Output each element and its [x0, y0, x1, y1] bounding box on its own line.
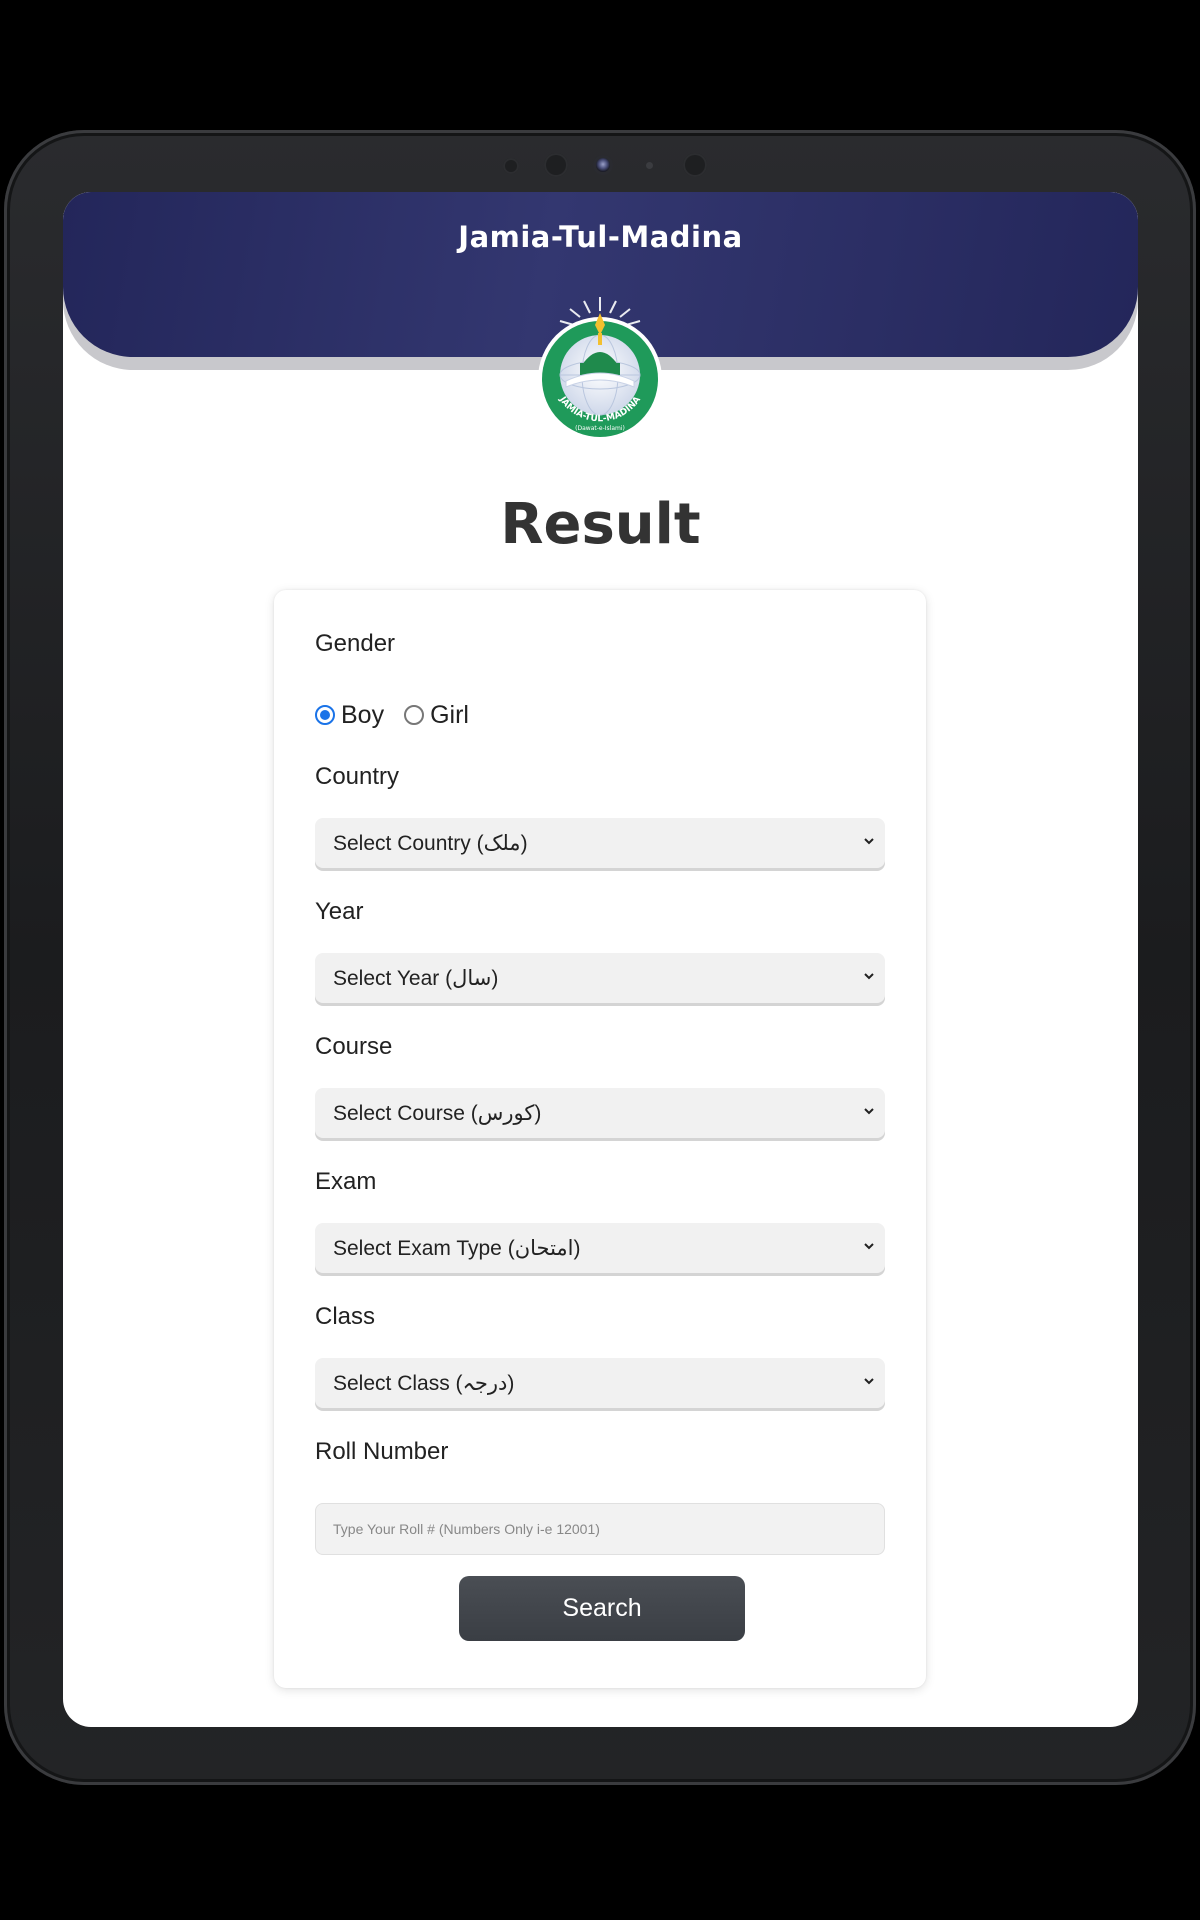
camera-icon: [596, 158, 610, 172]
search-button[interactable]: Search: [459, 1576, 745, 1641]
sensor-icon: [683, 153, 707, 177]
country-select-value: Select Country (ملک): [333, 831, 528, 855]
radio-girl[interactable]: [404, 705, 424, 725]
result-form-card: [274, 590, 926, 1688]
logo-subtext: (Dawat-e-Islami): [575, 425, 625, 432]
roll-number-input[interactable]: Type Your Roll # (Numbers Only i-e 12001): [315, 1503, 885, 1555]
year-label: Year: [315, 898, 364, 925]
jamia-logo-icon: [530, 295, 670, 443]
chevron-down-icon: [861, 1103, 877, 1119]
chevron-down-icon: [861, 833, 877, 849]
class-label: Class: [315, 1303, 376, 1330]
exam-select[interactable]: [315, 1223, 885, 1273]
gender-option-boy[interactable]: [315, 701, 384, 730]
gender-label: Gender: [315, 630, 396, 657]
exam-select-value: Select Exam Type (امتحان): [333, 1236, 581, 1260]
chevron-down-icon: [861, 1373, 877, 1389]
gender-radio-group: [315, 700, 489, 730]
app-screen: [63, 192, 1138, 1727]
gender-option-girl[interactable]: [404, 701, 469, 730]
chevron-down-icon: [861, 968, 877, 984]
class-select[interactable]: [315, 1358, 885, 1408]
logo-text: JAMIA-TUL-MADINA: [557, 394, 644, 425]
course-select-value: Select Course (کورس): [333, 1101, 542, 1125]
radio-boy[interactable]: [315, 705, 335, 725]
sensor-icon: [646, 162, 653, 169]
country-select[interactable]: [315, 818, 885, 868]
sensor-icon: [544, 153, 568, 177]
radio-girl-label: Girl: [430, 700, 469, 729]
course-label: Course: [315, 1033, 393, 1060]
country-label: Country: [315, 763, 400, 790]
radio-boy-label: Boy: [341, 700, 385, 729]
exam-label: Exam: [315, 1168, 377, 1195]
roll-number-label: Roll Number: [315, 1438, 449, 1465]
page-title: Result: [500, 492, 701, 557]
class-select-value: Select Class (درجہ): [333, 1371, 515, 1395]
year-select-value: Select Year (سال): [333, 966, 499, 990]
chevron-down-icon: [861, 1238, 877, 1254]
year-select[interactable]: [315, 953, 885, 1003]
course-select[interactable]: [315, 1088, 885, 1138]
app-title: Jamia-Tul-Madina: [458, 220, 743, 254]
camera-bar: [4, 152, 1196, 178]
sensor-icon: [503, 158, 519, 174]
